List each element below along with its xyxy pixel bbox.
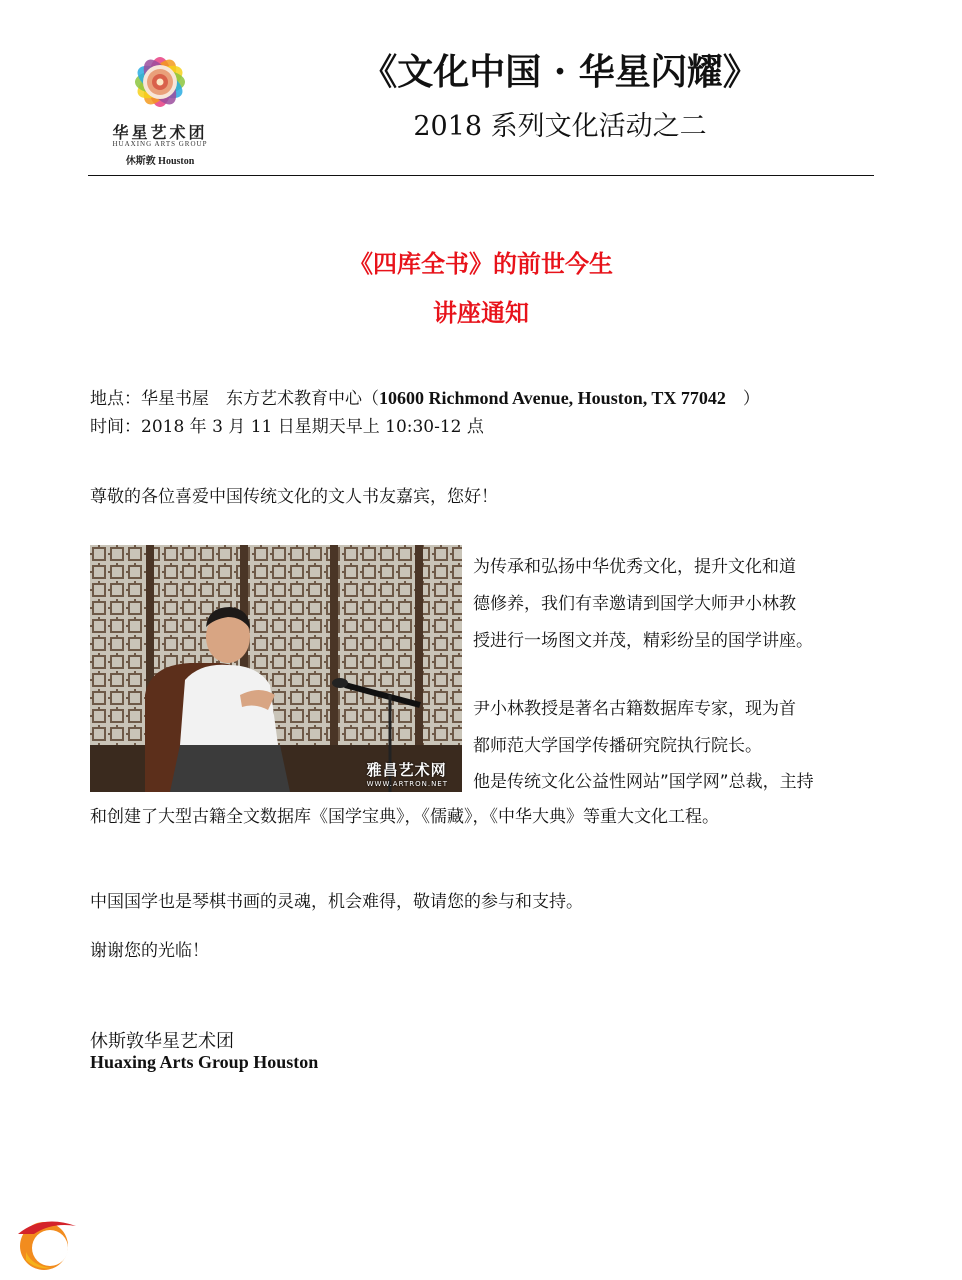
location-label: 地点：华星书屋 东方艺术教育中心（: [90, 389, 379, 409]
speaker-photo-image: [90, 545, 462, 792]
swoosh-logo-icon: [12, 1212, 78, 1272]
lecture-subtitle: 讲座通知: [433, 299, 529, 327]
closing-invitation: 中国国学也是琴棋书画的灵魂，机会难得，敬请您的参与和支持。: [90, 892, 583, 912]
header-divider: [88, 175, 874, 176]
logo-city: 休斯敦 Houston: [125, 156, 195, 167]
time-line: 时间：2018 年 3 月 11 日星期天早上 10:30-12 点: [90, 417, 484, 437]
signature-en: Huaxing Arts Group Houston: [90, 1052, 319, 1072]
page-subtitle: 2018 系列文化活动之二: [413, 111, 707, 142]
speaker-bio-line-4: 和创建了大型古籍全文数据库《国学宝典》，《儒藏》，《中华大典》等重大文化工程。: [90, 807, 719, 827]
intro-line-3: 授进行一场图文并茂，精彩纷呈的国学讲座。: [473, 631, 813, 651]
footer-logo: [12, 1212, 78, 1272]
watermark-cn: 雅昌艺术网: [366, 761, 447, 779]
greeting: 尊敬的各位喜爱中国传统文化的文人书友嘉宾，您好！: [90, 487, 498, 507]
watermark-en: WWW.ARTRON.NET: [366, 780, 448, 788]
logo-name-cn: 华星艺术团: [112, 123, 208, 142]
speaker-bio-line-1: 尹小林教授是著名古籍数据库专家，现为首: [473, 699, 796, 719]
speaker-bio-line-3: 他是传统文化公益性网站”国学网”总裁，主持: [473, 772, 814, 792]
peony-flower-logo-icon: [122, 44, 198, 120]
location-address: 10600 Richmond Avenue, Houston, TX 77042: [379, 388, 726, 408]
speaker-bio-line-2: 都师范大学国学传播研究院执行院长。: [473, 736, 762, 756]
location-line: [90, 384, 760, 409]
page-title: 《文化中国 · 华星闪耀》: [361, 51, 759, 93]
intro-line-1: 为传承和弘扬中华优秀文化，提升文化和道: [473, 557, 796, 577]
photo-watermark: [367, 759, 448, 788]
org-logo: [100, 40, 220, 170]
signature-cn: 休斯敦华星艺术团: [90, 1031, 234, 1052]
closing-thanks: 谢谢您的光临！: [90, 941, 209, 961]
logo-name-en: HUAXING ARTS GROUP: [112, 140, 208, 148]
intro-line-2: 德修养，我们有幸邀请到国学大师尹小林教: [473, 594, 796, 614]
location-close: ）: [725, 389, 760, 409]
speaker-photo: [90, 545, 462, 792]
lecture-title: 《四库全书》的前世今生: [349, 250, 613, 278]
